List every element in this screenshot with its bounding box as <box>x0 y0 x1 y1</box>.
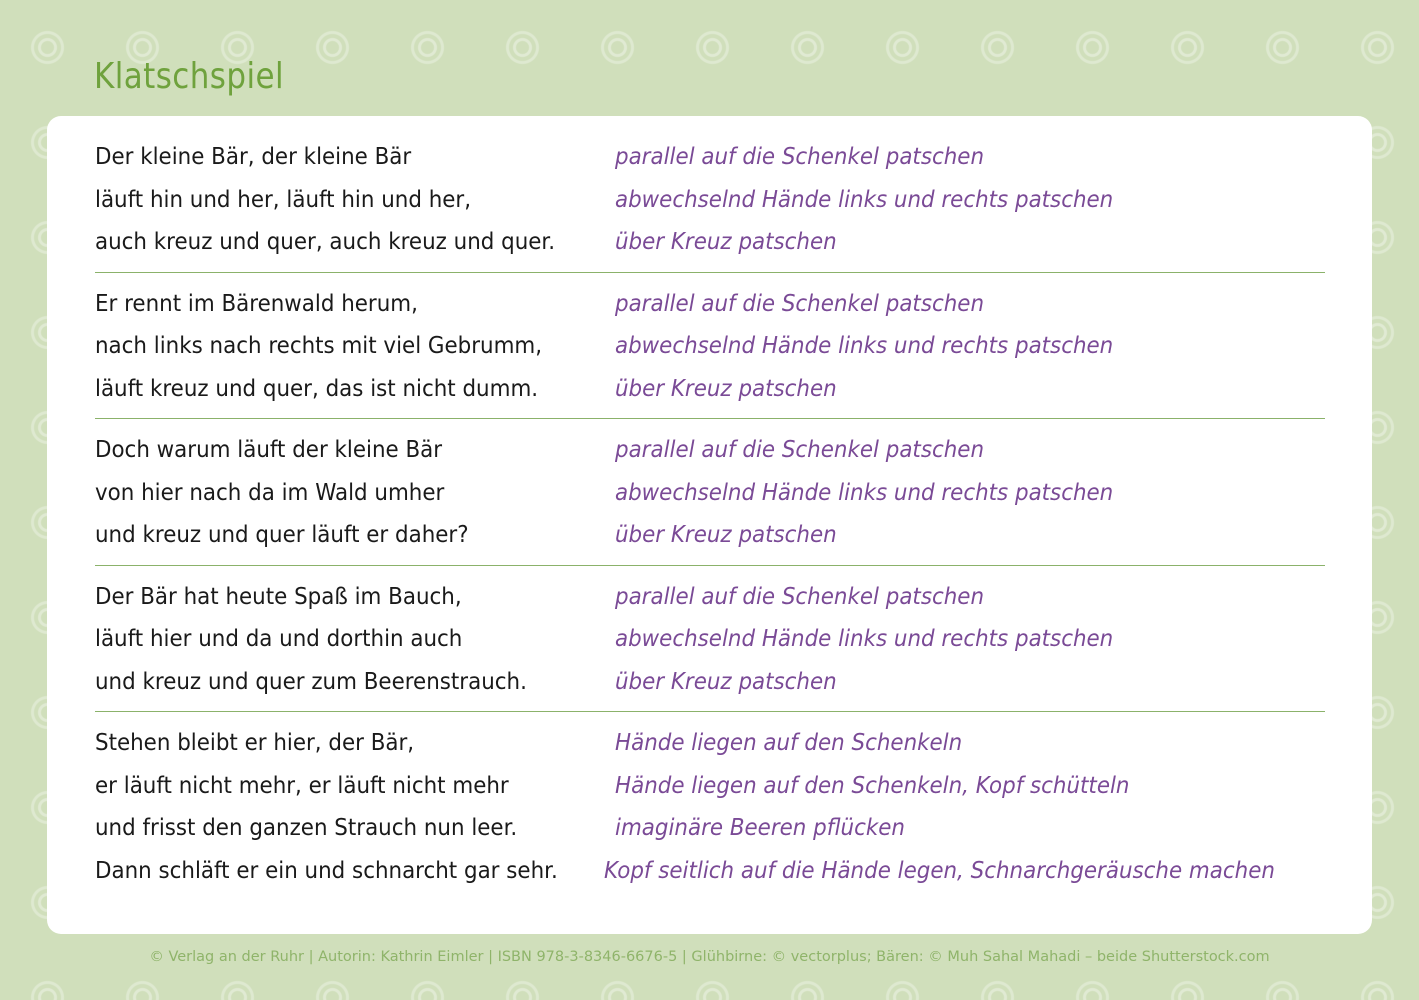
verse-line <box>95 221 1325 264</box>
action-instruction: parallel auf die Schenkel patschen <box>615 437 985 464</box>
verse-line <box>95 618 1325 661</box>
action-instruction: Hände liegen auf den Schenkeln <box>615 730 963 757</box>
action-instruction: parallel auf die Schenkel patschen <box>615 290 985 317</box>
action-instruction: abwechselnd Hände links und rechts patschen <box>615 333 1114 360</box>
stanza <box>95 576 1325 713</box>
action-instruction: über Kreuz patschen <box>615 668 837 695</box>
verse-text: läuft hier und da und dorthin auch <box>95 626 463 653</box>
verse-line <box>95 661 1325 704</box>
page-title: Klatschspiel <box>94 56 284 97</box>
copyright-footer: © Verlag an der Ruhr | Autorin: Kathrin Eimler | ISBN 978-3-8346-6676-5 | Glühbirne: © vectorplus; Bären: © Muh Sahal Mahadi – beide Shutterstock.com <box>149 949 1270 965</box>
verse-text: und frisst den ganzen Strauch nun leer. <box>95 815 518 842</box>
verse-line <box>95 765 1325 808</box>
verse-line <box>95 283 1325 326</box>
action-instruction: über Kreuz patschen <box>615 229 837 256</box>
action-instruction: Hände liegen auf den Schenkeln, Kopf schütteln <box>615 772 1130 799</box>
verse-text: und kreuz und quer zum Beerenstrauch. <box>95 668 527 695</box>
stanza <box>95 283 1325 420</box>
action-instruction: imaginäre Beeren pflücken <box>615 815 905 842</box>
stanza-list <box>95 136 1325 910</box>
verse-line <box>95 179 1325 222</box>
verse-text: läuft hin und her, läuft hin und her, <box>95 186 472 213</box>
verse-line <box>95 368 1325 411</box>
action-instruction: abwechselnd Hände links und rechts patschen <box>615 186 1114 213</box>
stanza <box>95 722 1325 900</box>
stanza <box>95 429 1325 566</box>
verse-line <box>95 429 1325 472</box>
stanza <box>95 136 1325 273</box>
verse-text: er läuft nicht mehr, er läuft nicht mehr <box>95 772 509 799</box>
verse-line <box>95 514 1325 557</box>
action-instruction: parallel auf die Schenkel patschen <box>615 583 985 610</box>
verse-text: Dann schläft er ein und schnarcht gar sehr. <box>95 857 558 884</box>
verse-text: läuft kreuz und quer, das ist nicht dumm. <box>95 375 539 402</box>
action-instruction: Kopf seitlich auf die Hände legen, Schnarchgeräusche machen <box>603 857 1275 884</box>
verse-line <box>95 576 1325 619</box>
verse-line <box>95 136 1325 179</box>
verse-text: nach links nach rechts mit viel Gebrumm, <box>95 333 543 360</box>
action-instruction: abwechselnd Hände links und rechts patschen <box>615 479 1114 506</box>
action-instruction: über Kreuz patschen <box>615 375 837 402</box>
action-instruction: abwechselnd Hände links und rechts patschen <box>615 626 1114 653</box>
verse-text: Stehen bleibt er hier, der Bär, <box>95 730 415 757</box>
action-instruction: über Kreuz patschen <box>615 522 837 549</box>
verse-text: auch kreuz und quer, auch kreuz und quer. <box>95 229 556 256</box>
verse-line <box>95 722 1325 765</box>
verse-line <box>95 325 1325 368</box>
verse-line <box>95 472 1325 515</box>
verse-text: Er rennt im Bärenwald herum, <box>95 290 418 317</box>
verse-text: und kreuz und quer läuft er daher? <box>95 522 469 549</box>
action-instruction: parallel auf die Schenkel patschen <box>615 144 985 171</box>
verse-line <box>95 807 1325 850</box>
verse-text: Der Bär hat heute Spaß im Bauch, <box>95 583 462 610</box>
verse-text: Doch warum läuft der kleine Bär <box>95 437 443 464</box>
verse-text: Der kleine Bär, der kleine Bär <box>95 144 412 171</box>
verse-line <box>95 850 1325 893</box>
verse-text: von hier nach da im Wald umher <box>95 479 445 506</box>
song-card <box>47 116 1372 934</box>
